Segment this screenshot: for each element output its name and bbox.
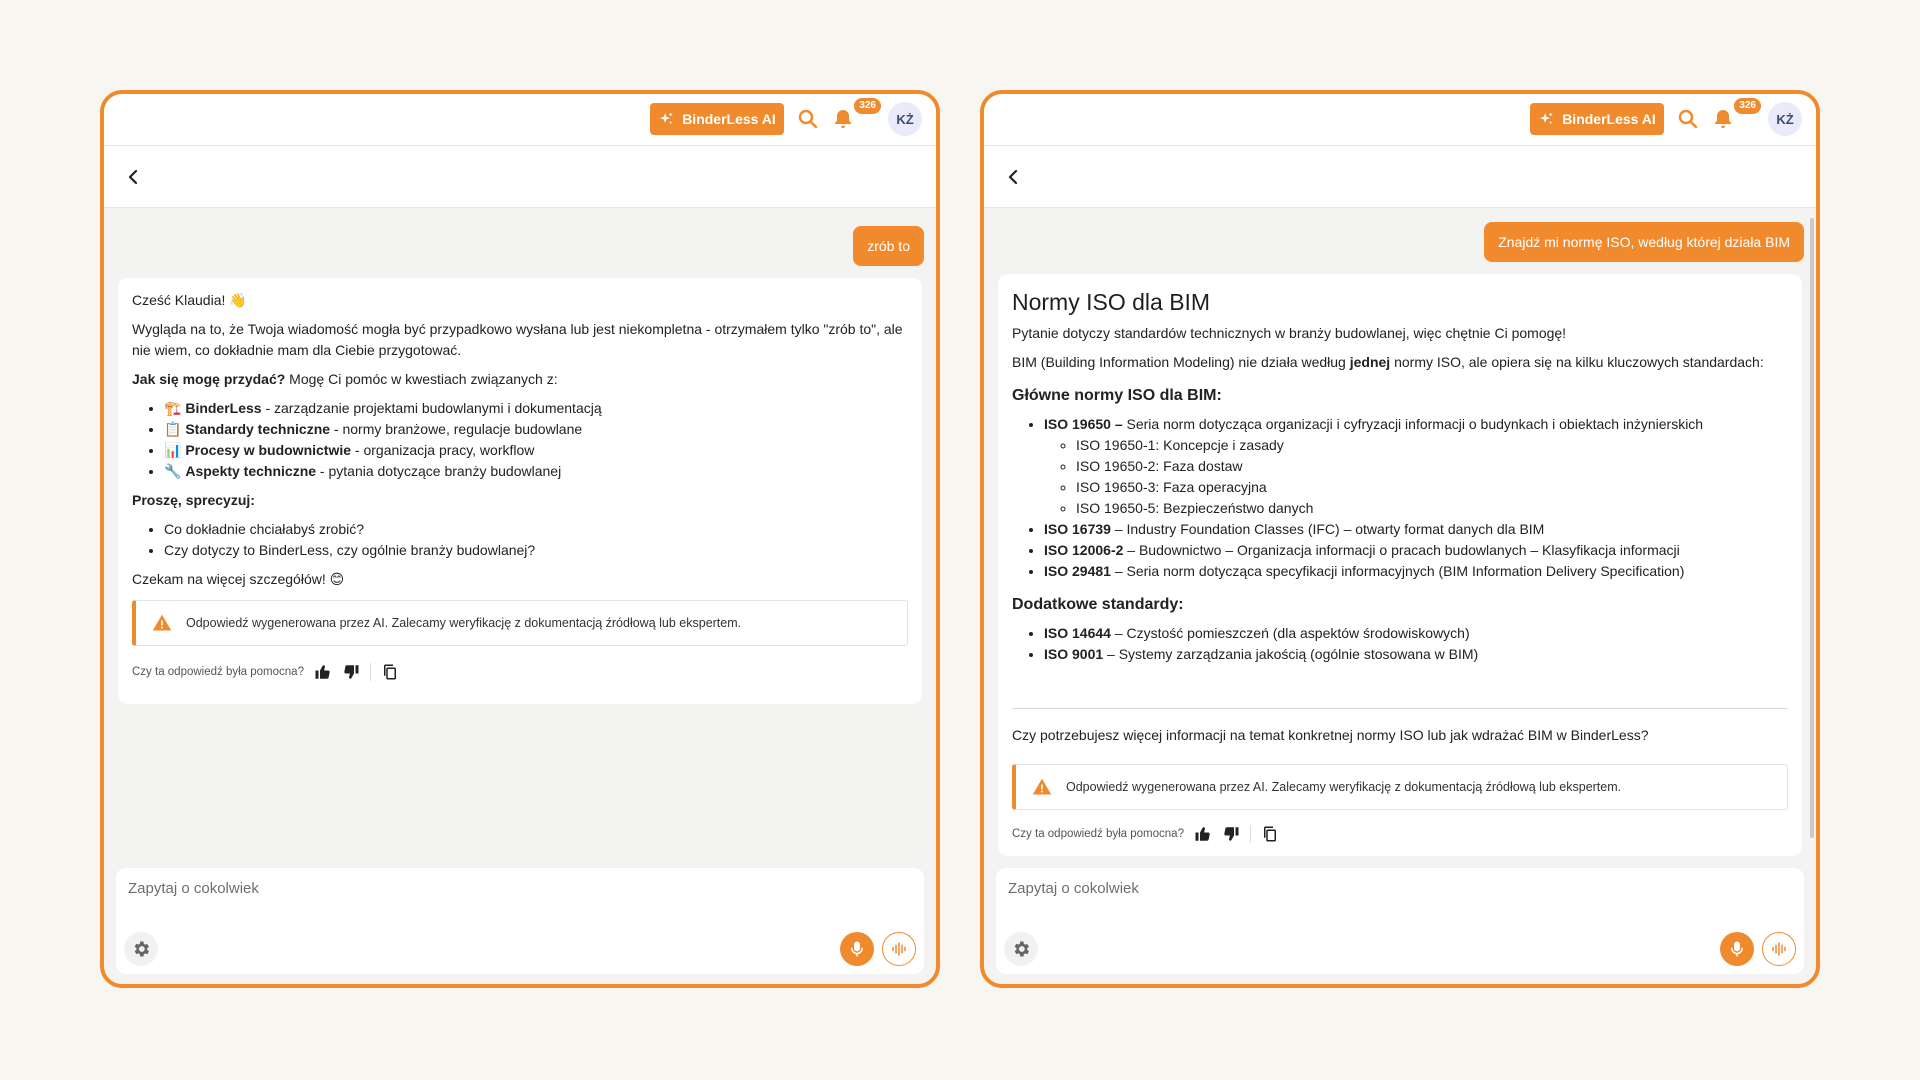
back-arrow-icon[interactable] xyxy=(122,165,146,189)
bim-text-start: BIM (Building Information Modeling) nie działa według xyxy=(1012,354,1350,370)
feedback-separator xyxy=(370,663,371,681)
gear-icon xyxy=(1011,939,1031,959)
thumbs-down-icon[interactable] xyxy=(342,663,360,681)
item-text: Seria norm dotycząca organizacji i cyfryzacji informacji o budynkach i obiektach inżynierskich xyxy=(1122,416,1704,432)
bim-text xyxy=(1012,352,1788,373)
back-arrow-icon[interactable] xyxy=(1002,165,1026,189)
top-bar xyxy=(104,94,936,146)
list-item: • Czy dotyczy to BinderLess, czy ogólnie branży budowlanej? xyxy=(164,540,908,561)
microphone-button[interactable] xyxy=(1720,932,1754,966)
item-bold: ISO 19650 – xyxy=(1044,416,1123,432)
extra-standards-list xyxy=(1012,623,1788,665)
chat-input[interactable]: Zapytaj o cokolwiek xyxy=(128,880,259,897)
search-icon[interactable] xyxy=(796,107,820,131)
item-bold: ISO 9001 xyxy=(1044,646,1104,662)
item-bold: Procesy w budownictwie xyxy=(185,442,352,458)
disclaimer-text: Odpowiedź wygenerowana przez AI. Zalecamy weryfikację z dokumentacją źródłową lub ekspertem. xyxy=(186,615,742,630)
list-item xyxy=(164,461,908,482)
feedback-label: Czy ta odpowiedź była pomocna? xyxy=(1012,827,1184,840)
questions-list xyxy=(132,519,908,561)
sub-bar xyxy=(104,146,936,208)
audio-wave-icon xyxy=(1770,940,1788,958)
scrollbar[interactable] xyxy=(1810,218,1814,838)
binderless-ai-button[interactable] xyxy=(650,103,784,135)
help-bold: Jak się mogę przydać? xyxy=(132,371,286,387)
answer-title: Normy ISO dla BIM xyxy=(1012,289,1211,315)
bim-text-bold: jednej xyxy=(1349,354,1391,370)
composer xyxy=(996,868,1804,974)
item-bold: ISO 12006-2 xyxy=(1044,542,1124,558)
chat-panel-right xyxy=(980,90,1820,988)
feedback-row xyxy=(1012,822,1279,846)
list-item: • Co dokładnie chciałabyś zrobić? xyxy=(164,519,908,540)
help-line xyxy=(132,369,908,390)
bell-icon[interactable] xyxy=(831,107,855,131)
microphone-icon xyxy=(1728,940,1746,958)
intro-text: Wygląda na to, że Twoja wiadomość mogła być przypadkowo wysłana lub jest niekompletna - otrzymałem tylko "zrób to", ale nie wiem, co dokładnie mam dla Ciebie przygotować. xyxy=(132,321,903,358)
ai-button-label: BinderLess AI xyxy=(682,111,776,127)
help-text: Mogę Ci pomóc w kwestiach związanych z: xyxy=(285,371,558,387)
avatar[interactable]: KŻ xyxy=(888,102,922,136)
clipboard-icon: 📋 xyxy=(164,421,182,437)
settings-button[interactable] xyxy=(1004,932,1038,966)
list-item: ◦ ISO 19650-1: Koncepcje i zasady xyxy=(1076,435,1788,456)
audio-wave-icon xyxy=(890,940,908,958)
top-bar xyxy=(984,94,1816,146)
main-standards-list xyxy=(1012,414,1788,582)
item-bold: BinderLess xyxy=(185,400,262,416)
item-bold: ISO 29481 xyxy=(1044,563,1111,579)
list-item xyxy=(164,440,908,461)
intro-text: Pytanie dotyczy standardów technicznych w branży budowlanej, więc chętnie Ci pomogę! xyxy=(1012,325,1567,341)
chat-panel-left xyxy=(100,90,940,988)
search-icon[interactable] xyxy=(1676,107,1700,131)
item-bold: Standardy techniczne xyxy=(185,421,331,437)
copy-icon[interactable] xyxy=(1261,825,1279,843)
sparkles-icon xyxy=(1538,111,1555,128)
ai-disclaimer xyxy=(1012,764,1788,810)
item-text: - organizacja pracy, workflow xyxy=(351,442,535,458)
item-bold: Aspekty techniczne xyxy=(185,463,317,479)
disclaimer-text: Odpowiedź wygenerowana przez AI. Zalecamy weryfikację z dokumentacją źródłową lub ekspertem. xyxy=(1066,779,1622,794)
chat-input[interactable]: Zapytaj o cokolwiek xyxy=(1008,880,1139,897)
item-text: – Seria norm dotycząca specyfikacji informacyjnych (BIM Information Delivery Specification) xyxy=(1110,563,1685,579)
wrench-icon: 🔧 xyxy=(164,463,182,479)
microphone-button[interactable] xyxy=(840,932,874,966)
extra-standards-heading: Dodatkowe standardy: xyxy=(1012,596,1184,613)
list-item xyxy=(164,419,908,440)
chart-icon: 📊 xyxy=(164,442,182,458)
avatar[interactable]: KŻ xyxy=(1768,102,1802,136)
warning-icon xyxy=(152,613,172,633)
crane-icon: 🏗️ xyxy=(164,400,182,416)
specify-heading-text: Proszę, sprecyzuj: xyxy=(132,492,255,508)
list-item xyxy=(1044,414,1788,519)
feedback-separator xyxy=(1250,825,1251,843)
feedback-row xyxy=(132,660,399,684)
ai-disclaimer xyxy=(132,600,908,646)
ai-answer xyxy=(998,274,1802,856)
bim-text-end: normy ISO, ale opiera się na kilku kluczowych standardach: xyxy=(1390,354,1764,370)
bell-icon[interactable] xyxy=(1711,107,1735,131)
item-text: – Budownictwo – Organizacja informacji o pracach budowlanych – Klasyfikacja informacji xyxy=(1123,542,1680,558)
divider xyxy=(1012,708,1788,709)
sparkles-icon xyxy=(658,111,675,128)
iso-19650-parts-list xyxy=(1044,435,1788,519)
user-message: Znajdź mi normę ISO, według której działa BIM xyxy=(1484,222,1804,262)
specify-heading xyxy=(132,490,908,511)
notification-badge: 326 xyxy=(854,98,881,114)
capabilities-list xyxy=(132,398,908,482)
closing-text: Czy potrzebujesz więcej informacji na temat konkretnej normy ISO lub jak wdrażać BIM w BinderLess? xyxy=(1012,727,1649,743)
thumbs-up-icon[interactable] xyxy=(314,663,332,681)
item-bold: ISO 16739 xyxy=(1044,521,1111,537)
ai-answer xyxy=(118,278,922,704)
microphone-icon xyxy=(848,940,866,958)
notification-badge: 326 xyxy=(1734,98,1761,114)
feedback-label: Czy ta odpowiedź była pomocna? xyxy=(132,665,304,678)
item-text: - pytania dotyczące branży budowlanej xyxy=(316,463,562,479)
binderless-ai-button[interactable] xyxy=(1530,103,1664,135)
item-text: – Systemy zarządzania jakością (ogólnie stosowana w BIM) xyxy=(1103,646,1479,662)
gear-icon xyxy=(131,939,151,959)
list-item xyxy=(1044,519,1788,540)
copy-icon[interactable] xyxy=(381,663,399,681)
composer xyxy=(116,868,924,974)
list-item: ◦ ISO 19650-5: Bezpieczeństwo danych xyxy=(1076,498,1788,519)
item-text: – Industry Foundation Classes (IFC) – otwarty format danych dla BIM xyxy=(1110,521,1545,537)
list-item: ◦ ISO 19650-2: Faza dostaw xyxy=(1076,456,1788,477)
item-text: - normy branżowe, regulacje budowlane xyxy=(330,421,583,437)
item-bold: ISO 14644 xyxy=(1044,625,1111,641)
voice-mode-button[interactable] xyxy=(1762,932,1796,966)
thumbs-up-icon[interactable] xyxy=(1194,825,1212,843)
greeting: Cześć Klaudia! 👋 xyxy=(132,292,247,308)
user-message: zrób to xyxy=(853,226,924,266)
sub-bar xyxy=(984,146,1816,208)
settings-button[interactable] xyxy=(124,932,158,966)
list-item xyxy=(1044,540,1788,561)
voice-mode-button[interactable] xyxy=(882,932,916,966)
ai-button-label: BinderLess AI xyxy=(1562,111,1656,127)
thumbs-down-icon[interactable] xyxy=(1222,825,1240,843)
list-item xyxy=(1044,644,1788,665)
list-item xyxy=(1044,623,1788,644)
list-item xyxy=(164,398,908,419)
list-item xyxy=(1044,561,1788,582)
list-item: ◦ ISO 19650-3: Faza operacyjna xyxy=(1076,477,1788,498)
main-standards-heading: Główne normy ISO dla BIM: xyxy=(1012,387,1222,404)
item-text: - zarządzanie projektami budowlanymi i dokumentacją xyxy=(261,400,602,416)
warning-icon xyxy=(1032,777,1052,797)
item-text: – Czystość pomieszczeń (dla aspektów środowiskowych) xyxy=(1110,625,1470,641)
closing-text: Czekam na więcej szczegółów! 😊 xyxy=(132,571,345,587)
